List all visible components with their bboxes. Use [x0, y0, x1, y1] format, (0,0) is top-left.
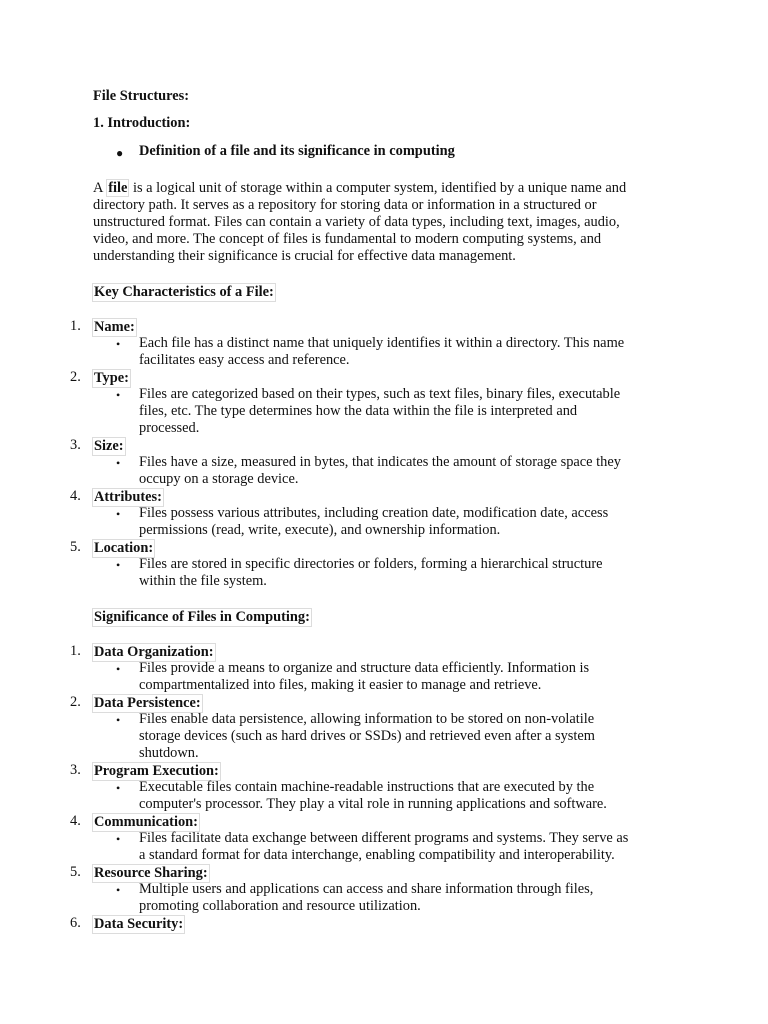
- intro-line: directory path. It serves as a repository for storing data or information in a structured or: [93, 197, 597, 213]
- bullet-heading: Definition of a file and its significance in computing: [139, 143, 455, 159]
- characteristics-heading: Key Characteristics of a File:: [94, 284, 274, 300]
- list-number: 5.: [70, 539, 81, 555]
- list-item-text: a standard format for data interchange, enabling compatibility and interoperability.: [139, 847, 615, 863]
- list-item-label: Communication:: [94, 814, 198, 830]
- list-number: 3.: [70, 437, 81, 453]
- list-item-text: Files are categorized based on their types, such as text files, binary files, executable: [139, 386, 621, 402]
- bullet-dot-icon: ●: [116, 146, 124, 160]
- bullet-dot-icon: •: [116, 388, 121, 402]
- significance-heading: Significance of Files in Computing:: [94, 609, 310, 625]
- bullet-dot-icon: •: [116, 662, 121, 676]
- list-item-text: permissions (read, write, execute), and ownership information.: [139, 522, 501, 538]
- list-item-text: promoting collaboration and resource utilization.: [139, 898, 421, 914]
- list-item-text: Files have a size, measured in bytes, that indicates the amount of storage space they: [139, 454, 621, 470]
- list-item-text: Each file has a distinct name that uniquely identifies it within a directory. This name: [139, 335, 625, 351]
- list-item-label: Program Execution:: [94, 763, 219, 779]
- list-item-label: Data Organization:: [94, 644, 214, 660]
- bullet-dot-icon: •: [116, 832, 121, 846]
- list-item-text: Executable files contain machine-readable instructions that are executed by the: [139, 779, 595, 795]
- list-item-text: Files possess various attributes, including creation date, modification date, access: [139, 505, 609, 521]
- list-item-text: Files are stored in specific directories or folders, forming a hierarchical structure: [139, 556, 603, 572]
- list-item-label: Data Security:: [94, 916, 184, 932]
- list-item-text: Files facilitate data exchange between different programs and systems. They serve as: [139, 830, 629, 846]
- intro-line: is a logical unit of storage within a computer system, identified by a unique name and: [129, 180, 627, 196]
- intro-paragraph: [93, 180, 683, 265]
- bullet-dot-icon: •: [116, 883, 121, 897]
- list-item-text: compartmentalized into files, making it easier to manage and retrieve.: [139, 677, 542, 693]
- list-number: 2.: [70, 369, 81, 385]
- list-number: 4.: [70, 488, 81, 504]
- list-item-text: occupy on a storage device.: [139, 471, 299, 487]
- list-item-text: files, etc. The type determines how the data within the file is interpreted and: [139, 403, 578, 419]
- intro-lead: A: [93, 180, 107, 196]
- list-item-label: Type:: [94, 370, 129, 386]
- list-number: 1.: [70, 643, 81, 659]
- intro-line: understanding their significance is crucial for effective data management.: [93, 248, 516, 264]
- list-item-label: Attributes:: [94, 489, 162, 505]
- list-item-label: Size:: [94, 438, 124, 454]
- bullet-dot-icon: •: [116, 337, 121, 351]
- list-item-label: Resource Sharing:: [94, 865, 208, 881]
- list-number: 6.: [70, 915, 81, 931]
- list-number: 4.: [70, 813, 81, 829]
- intro-line: video, and more. The concept of files is fundamental to modern computing systems, and: [93, 231, 602, 247]
- intro-line: unstructured format. Files can contain a variety of data types, including text, images, audio,: [93, 214, 620, 230]
- section-heading-introduction: 1. Introduction:: [93, 115, 191, 131]
- list-item-text: Files enable data persistence, allowing information to be stored on non-volatile: [139, 711, 595, 727]
- list-number: 2.: [70, 694, 81, 710]
- document-title: File Structures:: [93, 88, 190, 104]
- list-item-text: Multiple users and applications can access and share information through files,: [139, 881, 594, 897]
- list-number: 1.: [70, 318, 81, 334]
- list-item-text: storage devices (such as hard drives or SSDs) and retrieved even after a system: [139, 728, 595, 744]
- list-item-label: Name:: [94, 319, 135, 335]
- list-item-label: Location:: [94, 540, 154, 556]
- list-item-text: within the file system.: [139, 573, 267, 589]
- list-item-label: Data Persistence:: [94, 695, 201, 711]
- bullet-dot-icon: •: [116, 558, 121, 572]
- bullet-dot-icon: •: [116, 456, 121, 470]
- list-item-text: computer's processor. They play a vital role in running applications and software.: [139, 796, 607, 812]
- list-number: 3.: [70, 762, 81, 778]
- list-item-text: Files provide a means to organize and structure data efficiently. Information is: [139, 660, 590, 676]
- bullet-dot-icon: •: [116, 507, 121, 521]
- list-item-text: facilitates easy access and reference.: [139, 352, 350, 368]
- list-item-text: processed.: [139, 420, 200, 436]
- list-number: 5.: [70, 864, 81, 880]
- list-item-text: shutdown.: [139, 745, 199, 761]
- bullet-dot-icon: •: [116, 713, 121, 727]
- bullet-dot-icon: •: [116, 781, 121, 795]
- intro-term: file: [108, 180, 128, 196]
